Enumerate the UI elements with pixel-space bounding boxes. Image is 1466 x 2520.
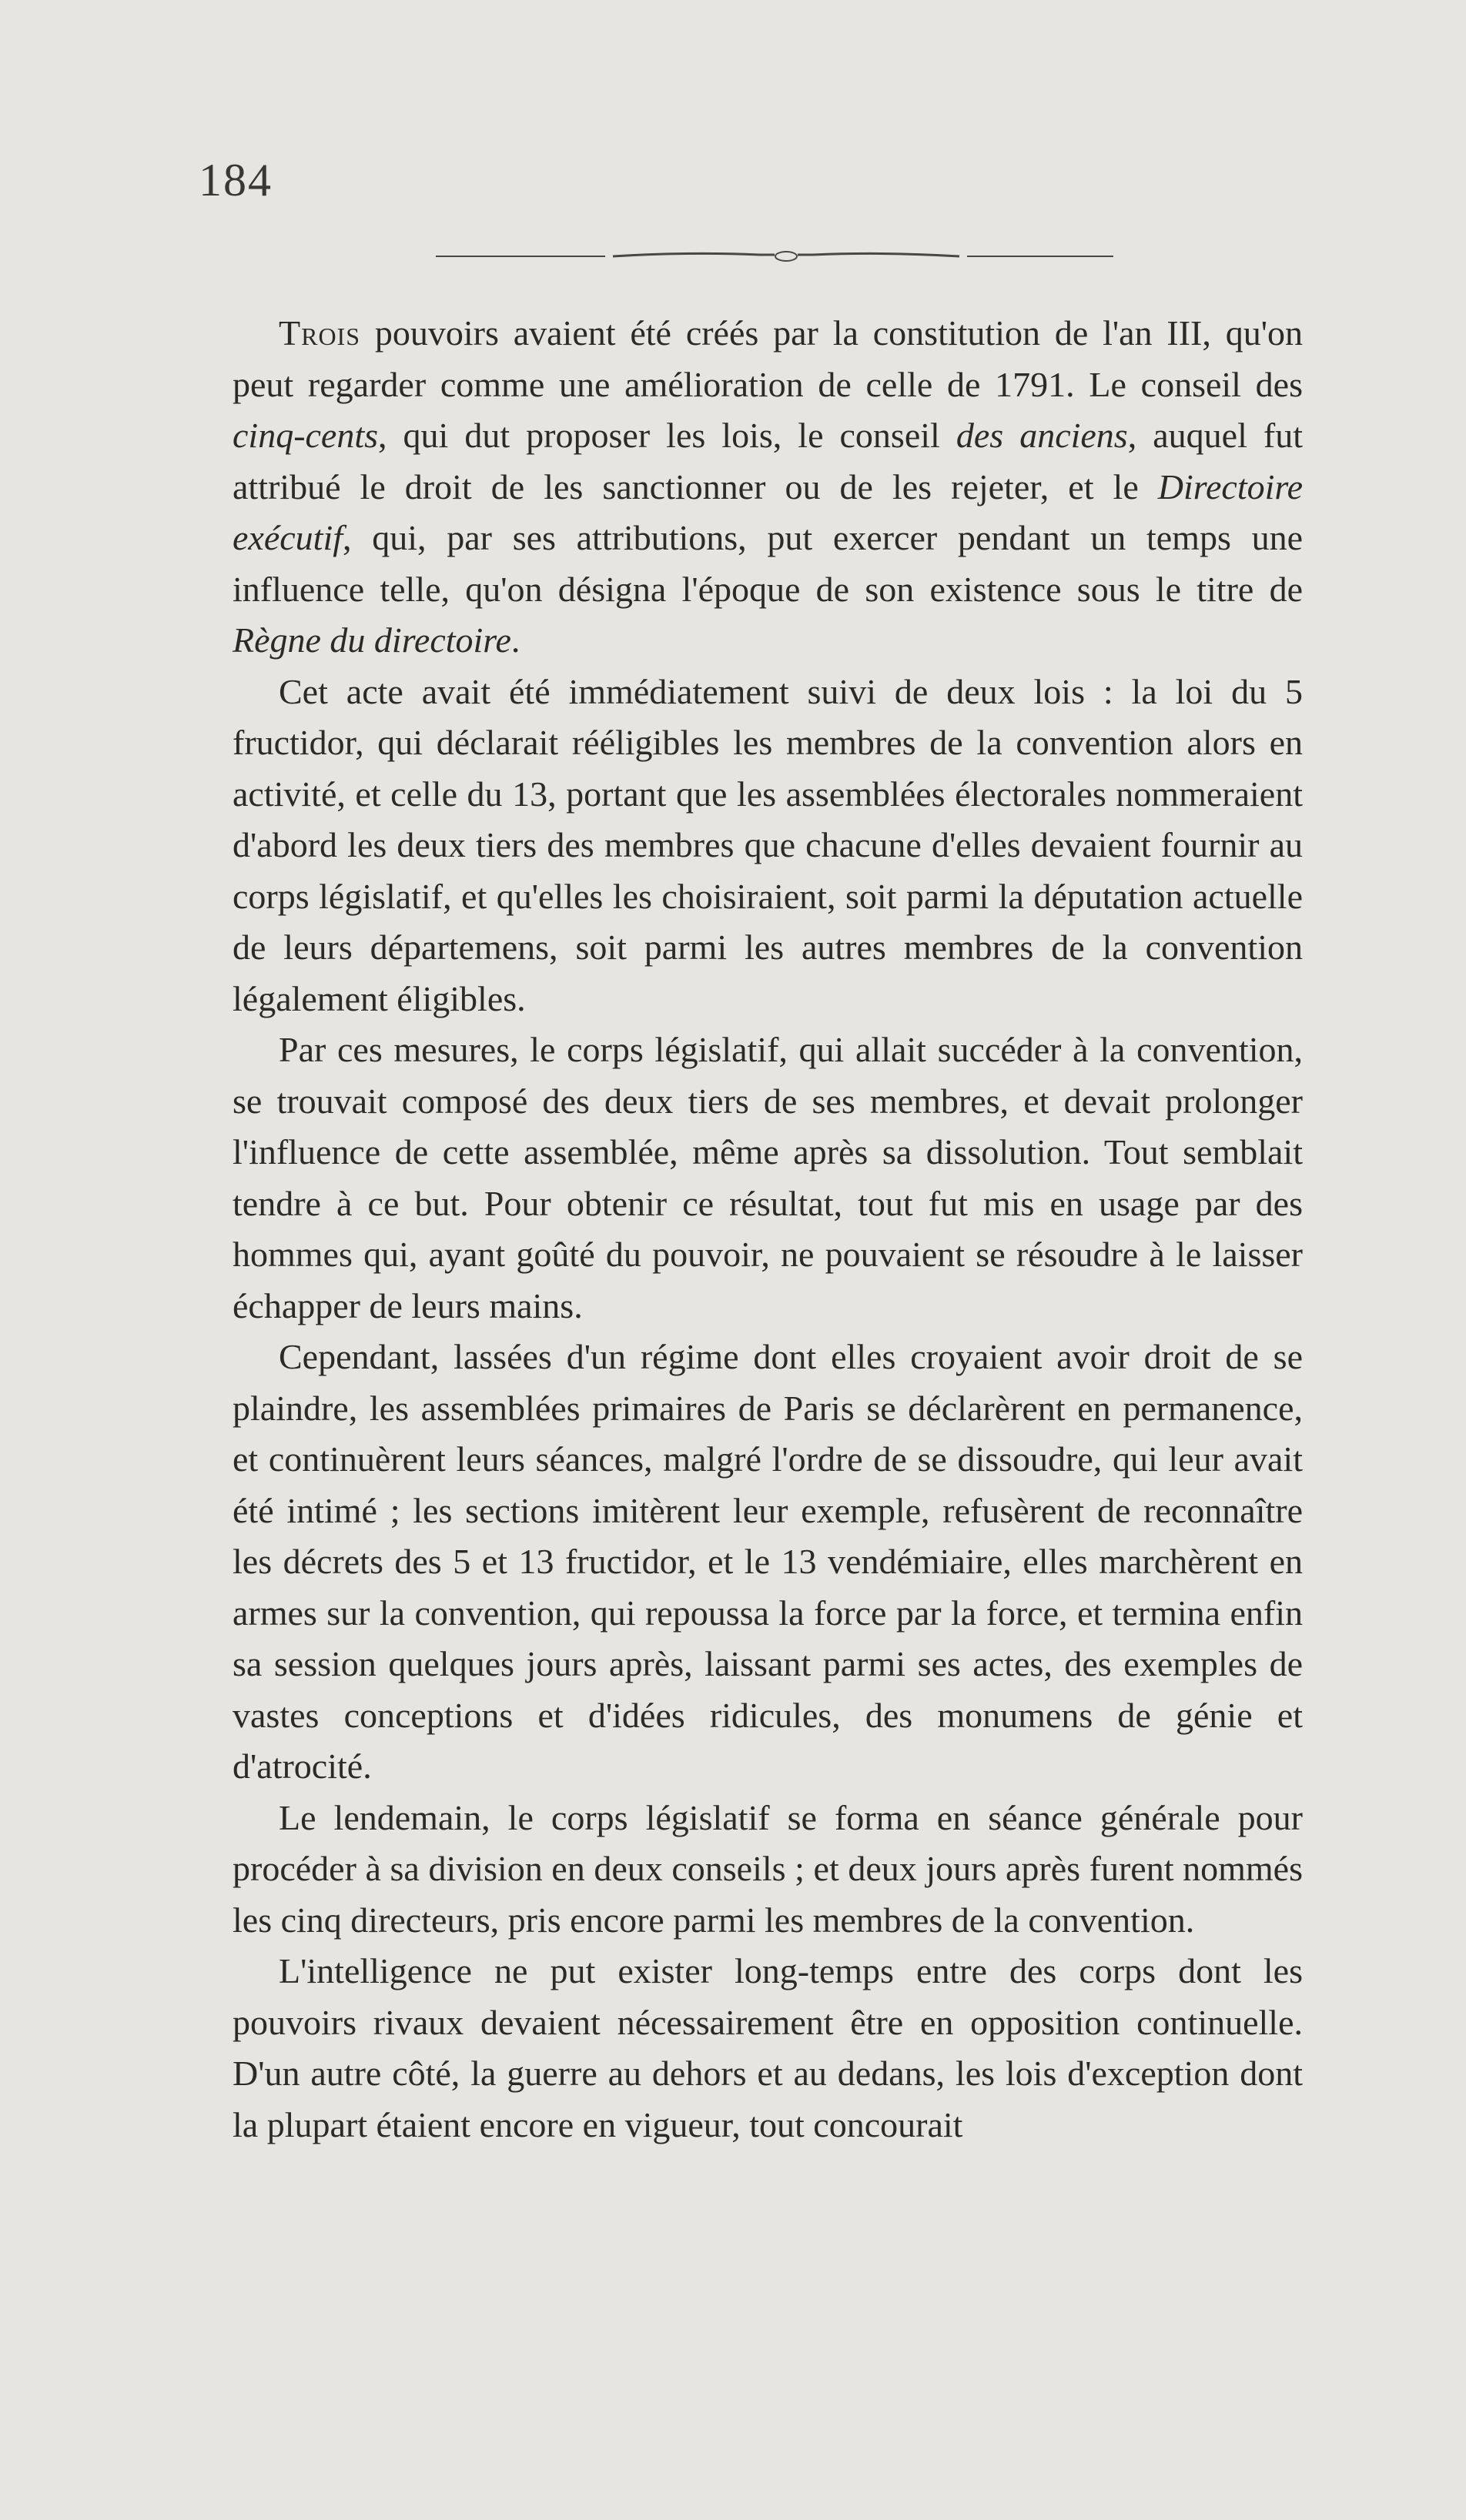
paragraph xyxy=(233,1024,1303,1332)
page-number: 184 xyxy=(199,155,273,206)
paragraph xyxy=(233,308,1303,667)
paragraph xyxy=(233,1332,1303,1793)
italic-term: Règne du directoire xyxy=(233,620,511,660)
text-segment: Le lendemain, le corps législatif se forma en séance générale pour procéder à sa division en deux conseils ; et deux jours après furent nommés les cinq directeurs, pris encore parmi les membres de la convention. xyxy=(233,1797,1303,1940)
text-segment: Par ces mesures, le corps législatif, qui allait succéder à la convention, se trouvait composé des deux tiers de ses membres, et devait prolonger l'influence de cette assemblée, même après sa dissolution. Tout semblait tendre à ce but. Pour obtenir ce résultat, tout fut mis en usage par des hommes qui, ayant goûté du pouvoir, ne pouvaient se résoudre à le laisser échapper de leurs mains. xyxy=(233,1030,1303,1325)
paragraph xyxy=(233,1946,1303,2151)
paragraph xyxy=(233,1793,1303,1947)
text-segment: , qui, par ses attributions, put exercer pendant un temps une influence telle, qu'on désigna l'époque de son existence sous le titre de xyxy=(233,518,1303,609)
italic-term: des anciens xyxy=(956,416,1128,455)
text-segment: , qu'on peut regarder comme une amélioration de celle de 1791. Le conseil des xyxy=(233,313,1303,404)
paragraph-lead-word: Trois xyxy=(279,313,361,353)
text-segment: Cependant, lassées d'un régime dont elles croyaient avoir droit de se plaindre, les assemblées primaires de Paris se déclarèrent en permanence, et continuèrent leurs séances, malgré l'ordre de se dissoudre, qui leur avait été intimé ; les sections imitèrent leur exemple, refusèrent de reconnaître les décrets des 5 et 13 fructidor, et le 13 vendémiaire, elles marchèrent en armes sur la convention, qui repoussa la force par la force, et termina enfin sa session quelques jours après, laissant parmi ses actes, des exemples de vastes conceptions et d'idées ridicules, des monumens de génie et d'atrocité. xyxy=(233,1337,1303,1786)
text-segment: , qui dut proposer les lois, le conseil xyxy=(378,416,956,455)
text-body xyxy=(233,308,1303,2151)
text-segment: pouvoirs avaient été créés par la constitution de l'an III xyxy=(360,313,1203,353)
italic-term: cinq-cents xyxy=(233,416,379,455)
text-segment: , auquel fut attribué le droit de les sanctionner ou de les rejeter, et le xyxy=(233,416,1303,506)
text-segment: Cet acte avait été immédiatement suivi de deux lois : la loi du 5 fructidor, qui déclarait rééligibles les membres de la convention alors en activité, et celle du 13, portant que les assemblées électorales nommeraient d'abord les deux tiers des membres que chacune d'elles devaient fournir au corps législatif, et qu'elles les choisiraient, soit parmi la députation actuelle de leurs départemens, soit parmi les autres membres de la convention légalement éligibles. xyxy=(233,671,1303,1018)
paragraph xyxy=(233,667,1303,1025)
ornament-rule xyxy=(436,245,1113,268)
text-segment: . xyxy=(510,620,520,660)
text-segment: L'intelligence ne put exister long-temps entre des corps dont les pouvoirs rivaux devaient nécessairement être en opposition continuelle. D'un autre côté, la guerre au dehors et au dedans, les lois d'exception dont la plupart étaient encore en vigueur, tout concourait xyxy=(233,1951,1303,2144)
italic-term: Directoire exécutif xyxy=(233,466,1303,557)
